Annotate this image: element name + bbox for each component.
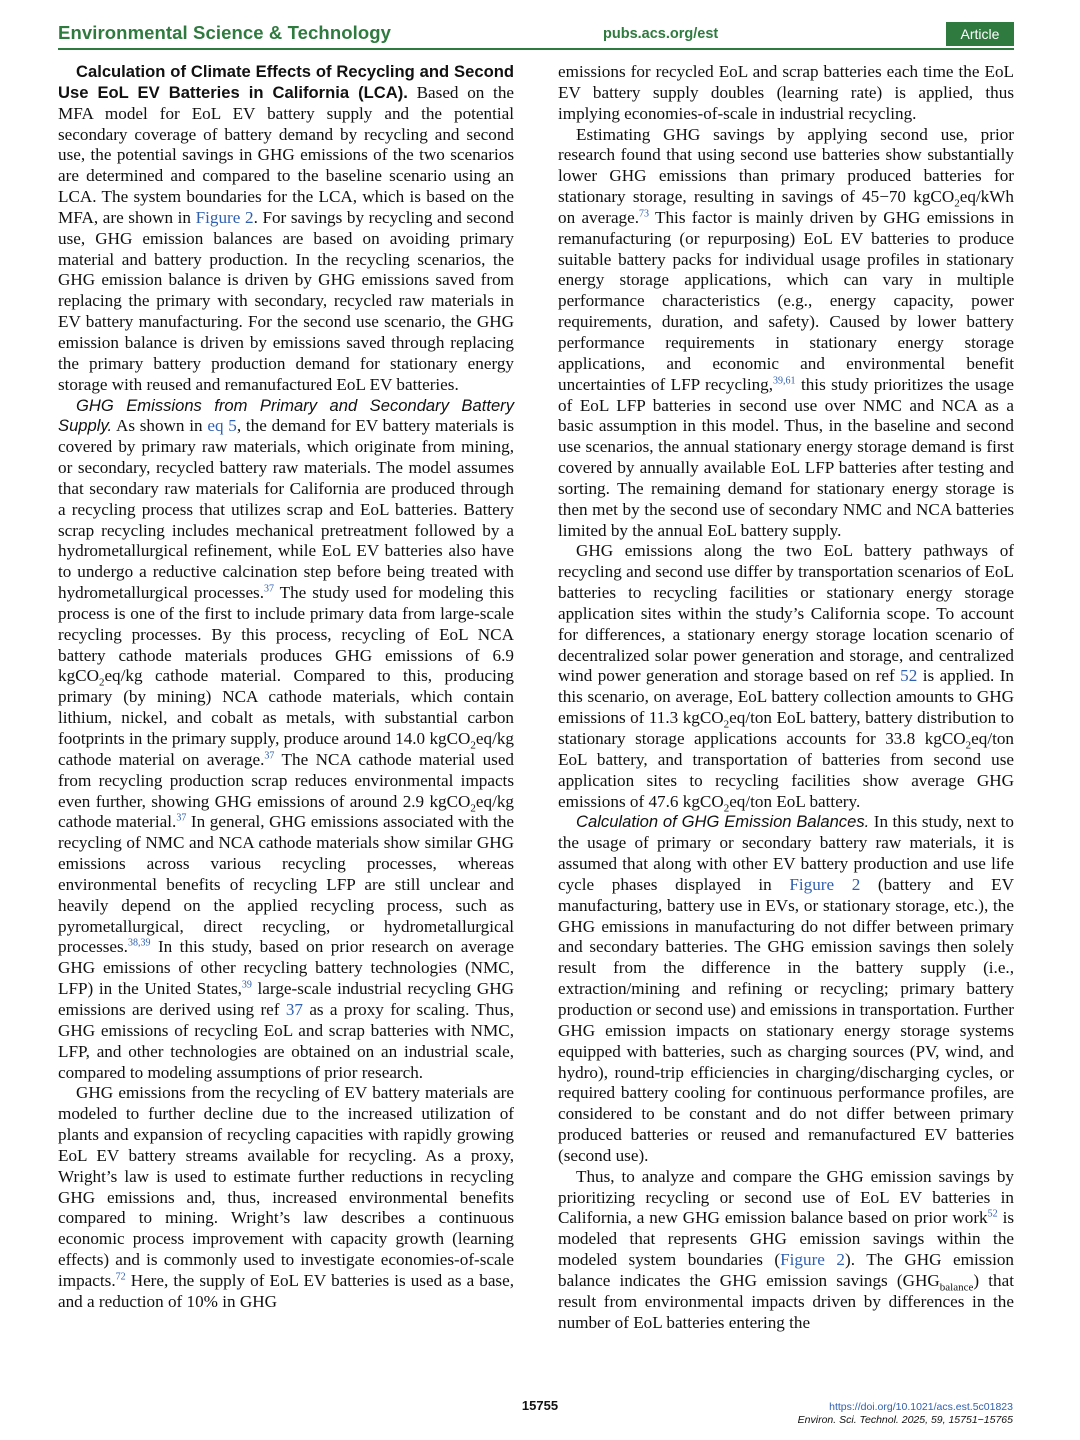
paragraph: Estimating GHG savings by applying second use, prior research found that using second use batteries show substantially lower GHG emissions than primary produced batteries for stationary storage, resulting in savings of 45−70 kgCO$_2$eq/kWh on average.$^{73}$ This factor is mainly driven by GHG emissions in remanufacturing (or repurposing) EoL EV batteries to produce suitable battery packs for individual usage profiles in stationary energy storage applications, which can vary in multiple performance characteristics (e.g., energy capacity, power requirements, duration, and safety). Caused by lower battery performance requirements in stationary energy storage applications, and economic and environmental benefit uncertainties of LFP recycling,$^{39,61}$ this study prioritizes the usage of EoL LFP batteries in second use over NMC and NCA as a basic assumption in this model. Thus, in the baseline and second use scenarios, the annual stationary energy storage demand is first covered by annually available EoL LFP batteries after testing and sorting. The remaining demand for stationary energy storage is then met by the second use of secondary NMC and NCA batteries limited by the annual EoL battery supply. — [558, 124, 1014, 540]
paragraph: GHG emissions from the recycling of EV battery materials are modeled to further decline due to the increased utilization of plants and expansion of recycling capacities with rapidly growing EoL EV battery streams available for recycling. As a proxy, Wright’s law is used to estimate further reductions in recycling GHG emissions and, thus, increased environmental benefits compared to mining. Wright’s law describes a continuous economic process improvement with capacity growth (learning effects) and is commonly used to investigate economies-of-scale impacts.$^{72}$ Here, the supply of EoL EV batteries is used as a base, and a reduction of 10% in GHG — [58, 1083, 514, 1311]
section-heading-lca: Calculation of Climate Effects of Recycling and Second Use EoL EV Batteries in California (LCA). — [58, 62, 514, 102]
citation-ref[interactable]: 37 — [264, 583, 275, 595]
paragraph: emissions for recycled EoL and scrap batteries each time the EoL EV battery supply doubles (learning rate) is applied, thus implying economies-of-scale in industrial recycling. — [558, 62, 1014, 123]
citation-ref[interactable]: 39 — [241, 979, 252, 991]
reference-link[interactable]: 52 — [900, 666, 918, 686]
paragraph: Calculation of GHG Emission Balances. In this study, next to the usage of primary or secondary battery raw materials, it is assumed that along with other EV battery production and use life cycle phases displayed in Figure 2 (battery and EV manufacturing, battery use in EVs, or stationary storage, etc.), the GHG emissions in manufacturing do not differ between primary and secondary batteries. The GHG emission savings then solely result from the difference in the battery supply (i.e., extraction/mining and refining or recycling; primary battery production or second use) and emissions in transportation. Further GHG emission impacts on stationary energy storage systems equipped with batteries, such as charging sources (PV, wind, and hydro), round-trip efficiencies in charging/discharging cycles, or required battery cooling for continuous performance profiles, are considered to be constant and do not differ between primary produced batteries or reused and remanufactured EV batteries (second use). — [558, 812, 1014, 1165]
figure-link[interactable]: Figure 2 — [195, 207, 254, 227]
citation-ref[interactable]: 73 — [639, 208, 650, 220]
figure-link[interactable]: Figure 2 — [789, 874, 861, 894]
equation-link[interactable]: eq 5 — [207, 416, 237, 436]
paragraph: Thus, to analyze and compare the GHG emission savings by prioritizing recycling or second use of EoL EV batteries in California, a new GHG emission balance based on prior work$^{52}$ is modeled that represents GHG emission savings within the modeled system boundaries (Figure 2). The GHG emission balance indicates the GHG emission savings $(GHG_{balance})$ that result from environmental impacts driven by differences in the number of EoL batteries entering the — [558, 1166, 1014, 1332]
journal-citation: Environ. Sci. Technol. 2025, 59, 15751−15765 — [797, 1414, 1013, 1426]
paragraph: Calculation of Climate Effects of Recycling and Second Use EoL EV Batteries in California (LCA). Based on the MFA model for EoL EV battery supply and the potential secondary coverage of battery demand by recycling and second use, the potential savings in GHG emissions of the two scenarios are determined and compared to the baseline scenario using an LCA. The system boundaries for the LCA, which is based on the MFA, are shown in Figure 2. For savings by recycling and second use, GHG emission balances are based on avoiding primary material and battery production. In the recycling scenarios, the GHG emission balance is driven by GHG emissions saved from replacing the primary with secondary, recycled raw materials in EV battery manufacturing. For the second use scenario, the GHG emission balance is driven by emissions saved through replacing the primary battery production demand for stationary energy storage with reused and remanufactured EoL EV batteries. — [58, 62, 514, 394]
article-type-badge: Article — [946, 22, 1014, 46]
citation-ref[interactable]: 37 — [176, 812, 187, 824]
citation-ref[interactable]: 39,61 — [773, 374, 796, 386]
page-number: 15755 — [521, 1398, 559, 1413]
running-header — [58, 22, 1014, 50]
figure-link[interactable]: Figure 2 — [780, 1250, 845, 1270]
reference-link[interactable]: 37 — [285, 999, 303, 1019]
subsection-heading-balances: Calculation of GHG Emission Balances. — [576, 812, 870, 832]
doi-link[interactable]: https://doi.org/10.1021/acs.est.5c01823 — [829, 1401, 1013, 1413]
paragraph: GHG emissions along the two EoL battery pathways of recycling and second use differ by transportation scenarios of EoL batteries to recycling facilities or stationary energy storage application sites within the study’s California scope. To account for differences, a stationary energy storage location scenario of decentralized solar power generation and storage, and centralized wind power generation and storage based on ref 52 is applied. In this scenario, on average, EoL battery collection amounts to GHG emissions of 11.3 kgCO$_2$eq/ton EoL battery, battery distribution to stationary storage applications accounts for 33.8 kgCO$_2$eq/ton EoL battery, and transportation of batteries from second use application sites to recycling facilities show average GHG emissions of 47.6 kgCO$_2$eq/ton EoL battery. — [558, 541, 1014, 814]
citation-ref[interactable]: 38,39 — [127, 937, 151, 949]
citation-ref[interactable]: 37 — [264, 750, 275, 762]
citation-ref[interactable]: 72 — [115, 1271, 126, 1283]
subsection-heading-ghg-supply: GHG Emissions from Primary and Secondary Battery Supply. — [58, 395, 514, 436]
journal-url[interactable]: pubs.acs.org/est — [603, 26, 719, 42]
paragraph: GHG Emissions from Primary and Secondary Battery Supply. As shown in eq 5, the demand for EV battery materials is covered by primary raw materials, which originate from mining, or secondary, recycled battery raw materials. The model assumes that secondary raw materials for California are produced through a recycling process that utilizes scrap and EoL batteries. Battery scrap recycling includes mechanical pretreatment followed by a hydrometallurgical refinement, while EoL EV batteries also have to undergo a reductive calcination step before being treated with hydrometallurgical processes.$^{37}$ The study used for modeling this process is one of the first to include primary data from large-scale recycling processes. By this process, recycling of EoL NCA battery cathode materials produces GHG emissions of 6.9 kgCO$_2$eq/kg cathode material. Compared to this, producing primary (by mining) NCA cathode materials, which contain lithium, nickel, and cobalt as metals, with substantial carbon footprints in the primary supply, produce around 14.0 kgCO$_2$eq/kg cathode material on average.$^{37}$ The NCA cathode material used from recycling production scrap reduces environmental impacts even further, showing GHG emissions of around 2.9 kgCO$_2$eq/kg cathode material.$^{37}$ In general, GHG emissions associated with the recycling of NMC and NCA cathode materials show similar GHG emissions across various recycling processes, whereas environmental benefits of recycling LFP are still unclear and heavily depend on the applied recycling process, such as pyrometallurgical, direct recycling, or hydrometallurgical processes.$^{38,39}$ In this study, based on prior research on average GHG emissions of other recycling battery technologies (NMC, LFP) in the United States,$^{39}$ large-scale industrial recycling GHG emissions are derived using ref 37 as a proxy for scaling. Thus, GHG emissions of recycling EoL and scrap batteries with NMC, LFP, and other technologies are obtained on an industrial scale, compared to modeling assumptions of prior research. — [58, 395, 515, 1082]
citation-ref[interactable]: 52 — [987, 1208, 998, 1220]
right-column — [558, 62, 1014, 1333]
journal-title[interactable]: Environmental Science & Technology — [58, 22, 392, 43]
left-column — [58, 62, 514, 1313]
